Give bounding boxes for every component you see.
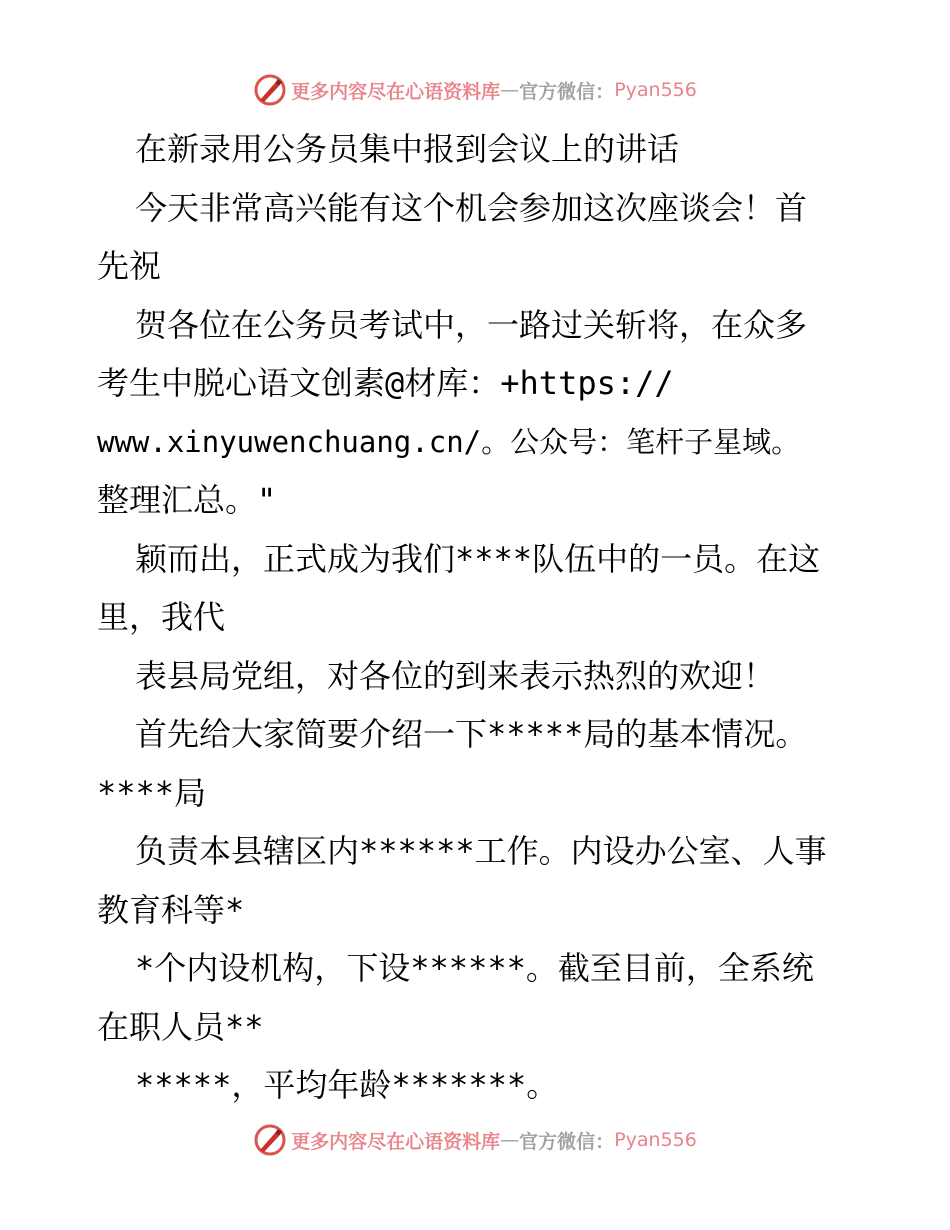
document-title: 在新录用公务员集中报到会议上的讲话: [135, 130, 680, 168]
document-body: [97, 120, 857, 1115]
header-watermark-banner: [0, 72, 950, 108]
text-line: 今天非常高兴能有这个机会参加这次座谈会！首: [135, 188, 808, 227]
text-line: *****，平均年龄*******。: [135, 1066, 559, 1104]
text-line: 教育科等*: [97, 890, 245, 929]
banner-main-text: 更多内容尽在心语资料库: [291, 1130, 501, 1153]
text-line: ****局: [97, 773, 207, 812]
banner-wechat-id: Pyan556: [614, 79, 697, 101]
banner-separator: —: [500, 1129, 520, 1151]
text-line: 贺各位在公务员考试中，一路过关斩将，在众多: [135, 305, 808, 344]
banner-separator: —: [500, 79, 520, 101]
text-line: 表县局党组，对各位的到来表示热烈的欢迎！: [135, 656, 776, 695]
text-line: 负责本县辖区内******工作。内设办公室、人事: [135, 832, 827, 870]
text-line: 首先给大家简要介绍一下*****局的基本情况。: [135, 715, 808, 753]
text-line: www.xinyuwenchuang.cn/。公众号：笔杆子星域。: [97, 424, 801, 459]
footer-watermark-banner: [0, 1122, 950, 1158]
text-line: 在职人员**: [97, 1007, 264, 1046]
text-line: *个内设机构，下设******。截至目前，全系统: [135, 949, 814, 987]
banner-main-text: 更多内容尽在心语资料库: [291, 80, 501, 103]
text-line: 里，我代: [97, 598, 226, 636]
banner-wechat-label: 官方微信：: [519, 80, 615, 103]
pen-logo-icon: [253, 1123, 287, 1157]
pen-logo-icon: [253, 73, 287, 107]
text-line: 先祝: [97, 247, 162, 285]
banner-wechat-label: 官方微信：: [519, 1130, 615, 1153]
banner-wechat-id: Pyan556: [614, 1129, 697, 1151]
text-line: 考生中脱心语文创素@材库：+https://: [97, 364, 674, 402]
text-line: 整理汇总。": [97, 481, 277, 519]
text-line: 颖而出，正式成为我们****队伍中的一员。在这: [135, 539, 821, 578]
